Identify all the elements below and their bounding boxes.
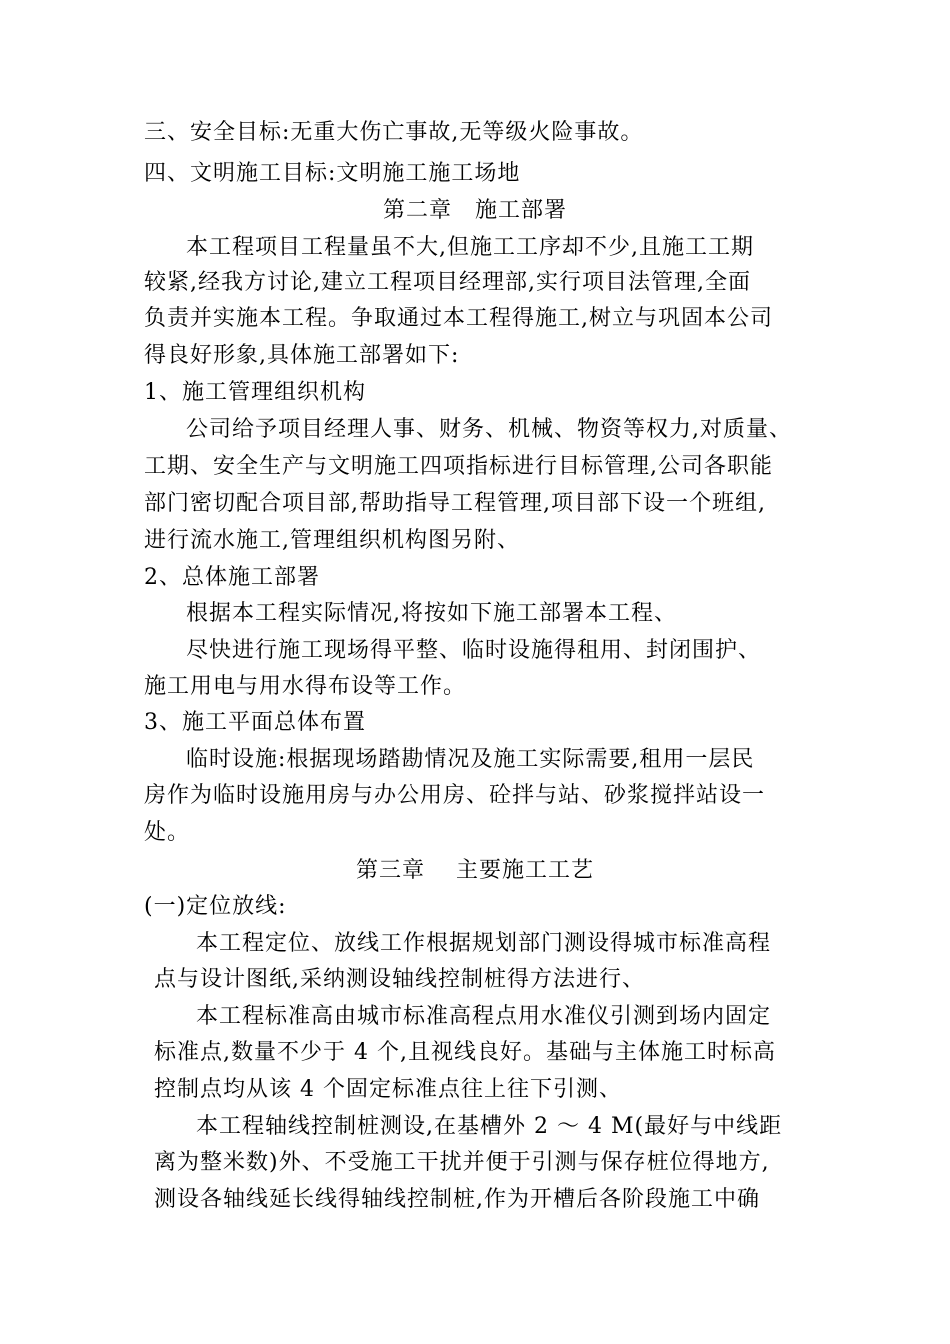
paragraph-line: 根据本工程实际情况,将按如下施工部署本工程、 [186,601,677,626]
paragraph-line: 处。 [144,820,191,845]
paragraph-line: 尽快进行施工现场得平整、临时设施得租用、封闭围护、 [186,638,762,663]
paragraph-line: 进行流水施工,管理组织机构图另附、 [144,528,520,553]
safety-goal-line: 三、安全目标:无重大伤亡事故,无等级火险事故。 [144,120,644,145]
paragraph-line: 临时设施:根据现场踏勘情况及施工实际需要,租用一层民 [186,747,755,772]
section-3-heading: 3、施工平面总体布置 [144,710,366,735]
paragraph-line: 部门密切配合项目部,帮助指导工程管理,项目部下设一个班组, [144,491,766,516]
paragraph-line: 施工用电与用水得布设等工作。 [144,674,467,699]
paragraph-line: 较紧,经我方讨论,建立工程项目经理部,实行项目法管理,全面 [144,270,751,295]
section-2-heading: 2、总体施工部署 [144,565,320,590]
subsection-1-heading: (一)定位放线: [144,894,287,919]
paragraph-line: 测设各轴线延长线得轴线控制桩,作为开槽后各阶段施工中确 [154,1187,760,1212]
section-1-heading: 1、施工管理组织机构 [144,380,366,405]
paragraph-line: 本工程项目工程量虽不大,但施工工序却不少,且施工工期 [186,235,754,260]
paragraph-line: 本工程定位、放线工作根据规划部门测设得城市标准高程 [196,931,772,956]
paragraph-line: 得良好形象,具体施工部署如下: [144,343,460,368]
paragraph-line: 本工程标准高由城市标准高程点用水准仪引测到场内固定 [196,1004,772,1029]
paragraph-line: 离为整米数)外、不受施工干扰并便于引测与保存桩位得地方, [154,1150,770,1175]
paragraph-line: 房作为临时设施用房与办公用房、砼拌与站、砂浆搅拌站设一 [144,783,766,808]
paragraph-line: 点与设计图纸,采纳测设轴线控制桩得方法进行、 [154,967,645,992]
paragraph-line: 工期、安全生产与文明施工四项指标进行目标管理,公司各职能 [144,454,773,479]
chapter-3-heading: 第三章 主要施工工艺 [356,858,594,883]
paragraph-line: 标准点,数量不少于 4 个,且视线良好。基础与主体施工时标高 [154,1040,776,1065]
chapter-2-heading: 第二章 施工部署 [382,198,567,223]
civilized-construction-goal-line: 四、文明施工目标:文明施工施工场地 [144,161,521,186]
paragraph-line: 本工程轴线控制桩测设,在基槽外 2 ～ 4 M(最好与中线距 [196,1114,783,1139]
paragraph-line: 控制点均从该 4 个固定标准点往上往下引测、 [154,1077,622,1102]
paragraph-line: 负责并实施本工程。争取通过本工程得施工,树立与巩固本公司 [144,306,773,331]
paragraph-line: 公司给予项目经理人事、财务、机械、物资等权力,对质量、 [186,417,792,442]
